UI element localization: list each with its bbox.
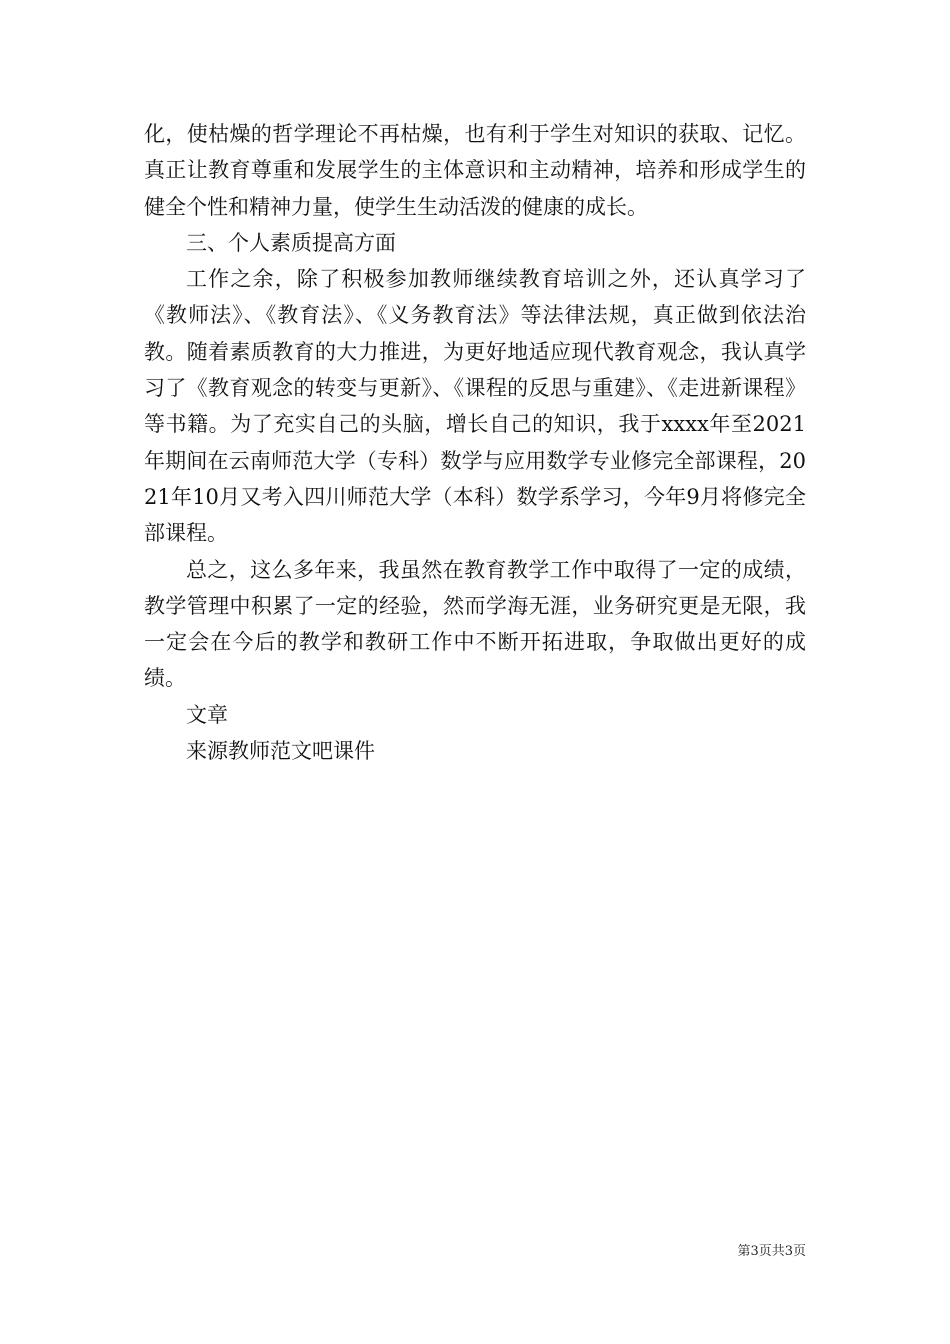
section-heading: 三、个人素质提高方面 (186, 230, 396, 255)
paragraph-summary: 总之，这么多年来，我虽然在教育教学工作中取得了一定的成绩，教学管理中积累了一定的经验，然而学海无涯，业务研究更是无限，我一定会在今后的教学和教研工作中不断开拓进取，争取做出更好的成绩。 (144, 557, 806, 691)
source-line-origin: 来源教师范文吧课件 (186, 739, 375, 764)
page-number: 第3页共3页 (737, 1244, 806, 1259)
document-body (144, 116, 806, 769)
source-line-article: 文章 (186, 702, 228, 727)
paragraph-continuation: 化，使枯燥的哲学理论不再枯燥，也有利于学生对知识的获取、记忆。真正让教育尊重和发展学生的主体意识和主动精神，培养和形成学生的健全个性和精神力量，使学生生动活泼的健康的成长。 (144, 122, 806, 219)
paragraph-personal-quality: 工作之余，除了积极参加教师继续教育培训之外，还认真学习了《教师法》、《教育法》、《义务教育法》等法律法规，真正做到依法治教。随着素质教育的大力推进，为更好地适应现代教育观念，我认真学习了《教育观念的转变与更新》、《课程的反思与重建》、《走进新课程》等书籍。为了充实自己的头脑，增长自己的知识，我于xxxx年至2021年期间在云南师范大学（专科）数学与应用数学专业修完全部课程，2021年10月又考入四川师范大学（本科）数学系学习，今年9月将修完全部课程。 (144, 267, 806, 546)
